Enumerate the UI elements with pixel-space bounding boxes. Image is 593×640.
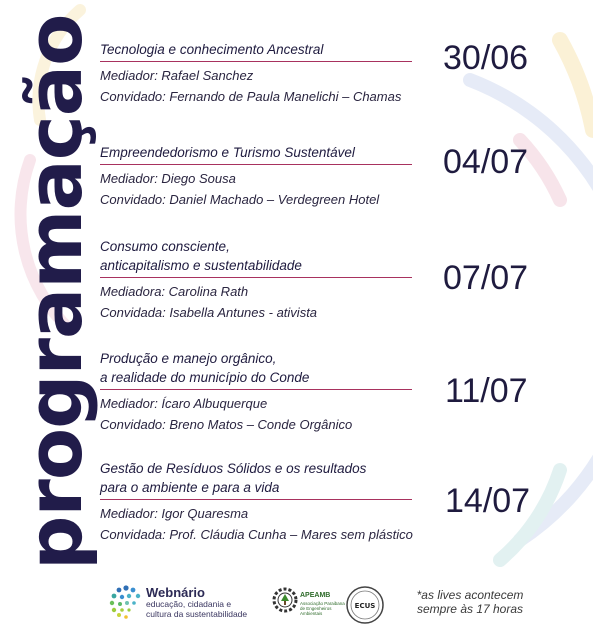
partner2-name: ECUS bbox=[354, 602, 376, 610]
event-date: 14/07 bbox=[445, 482, 531, 520]
event-topic: anticapitalismo e sustentabilidade bbox=[100, 258, 302, 273]
brand-name: Webnário bbox=[146, 585, 205, 600]
partner-name: APEAMB bbox=[300, 592, 331, 599]
brand-sub: educação, cidadania e bbox=[146, 599, 232, 609]
webnario-logo-icon bbox=[108, 584, 144, 620]
event-guest: Convidada: Prof. Cláudia Cunha – Mares sem plástico bbox=[100, 527, 413, 542]
event-topic: Produção e manejo orgânico, bbox=[100, 351, 277, 366]
event-mediator: Mediador: Igor Quaresma bbox=[100, 506, 249, 521]
divider bbox=[100, 389, 412, 390]
divider bbox=[100, 277, 412, 278]
webnario-brand bbox=[146, 586, 247, 619]
event-topic: Consumo consciente, bbox=[100, 239, 230, 254]
event-topic: a realidade do município do Conde bbox=[100, 370, 310, 385]
note-line: sempre às 17 horas bbox=[416, 602, 524, 616]
schedule-note bbox=[405, 588, 535, 616]
brand-sub: cultura da sustentabilidade bbox=[146, 608, 248, 619]
apeamb-logo-icon bbox=[272, 587, 298, 613]
event-date: 11/07 bbox=[445, 372, 528, 410]
event-guest: Convidada: Isabella Antunes - ativista bbox=[100, 305, 318, 320]
divider bbox=[100, 61, 412, 62]
note-line: *as lives acontecem bbox=[416, 588, 524, 602]
program-vertical-title: programação bbox=[10, 14, 99, 570]
event-mediator: Mediador: Ícaro Albuquerque bbox=[100, 396, 268, 411]
ecus-seal-icon bbox=[345, 585, 385, 625]
event-topic: Empreendedorismo e Turismo Sustentável bbox=[100, 145, 355, 160]
event-topic: para o ambiente e para a vida bbox=[100, 480, 280, 495]
event-guest: Convidado: Breno Matos – Conde Orgânico bbox=[100, 417, 353, 432]
event-mediator: Mediadora: Carolina Rath bbox=[100, 284, 249, 299]
event-date: 04/07 bbox=[443, 143, 529, 181]
event-mediator: Mediador: Rafael Sanchez bbox=[100, 68, 254, 83]
event-date: 07/07 bbox=[443, 259, 529, 297]
event-topic: Tecnologia e conhecimento Ancestral bbox=[100, 42, 324, 57]
partner-sub: Associação Paraibana de Engenheiros Ambientais bbox=[300, 601, 345, 616]
event-guest: Convidado: Fernando de Paula Manelichi – Chamas bbox=[100, 89, 402, 104]
divider bbox=[100, 164, 412, 165]
event-topic: Gestão de Resíduos Sólidos e os resultados bbox=[100, 461, 367, 476]
event-date: 30/06 bbox=[443, 39, 529, 77]
event-guest: Convidado: Daniel Machado – Verdegreen Hotel bbox=[100, 192, 380, 207]
divider bbox=[100, 499, 412, 500]
event-mediator: Mediador: Diego Sousa bbox=[100, 171, 236, 186]
